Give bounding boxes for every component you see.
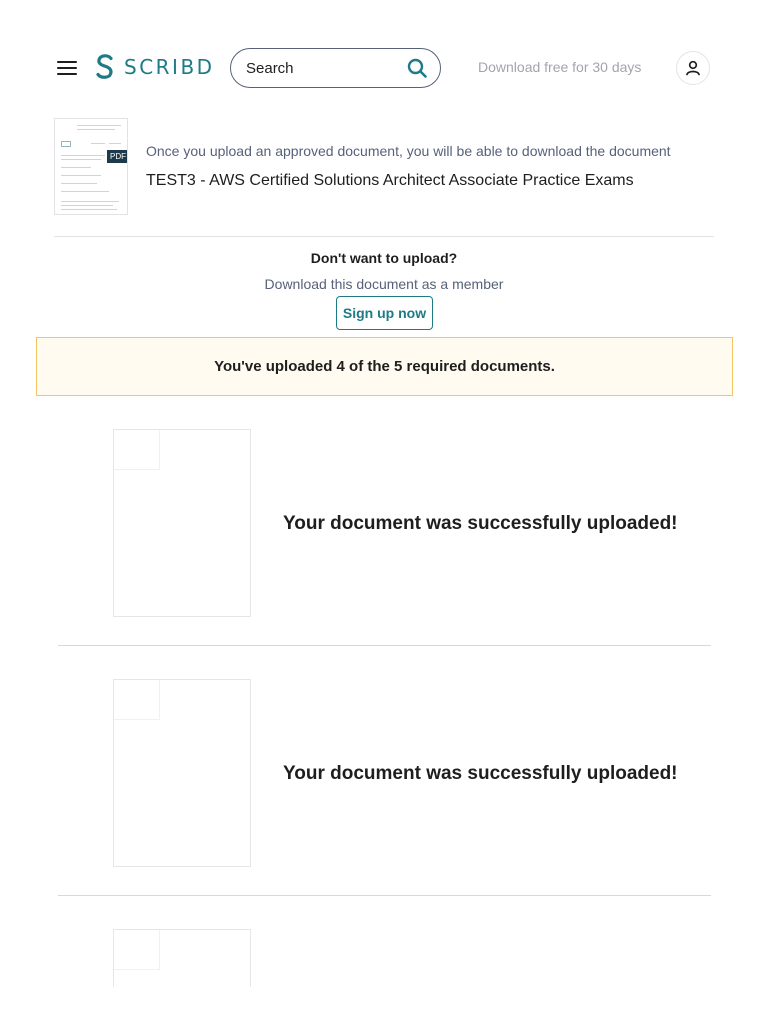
uploaded-document-item [58,679,711,929]
pdf-badge: PDF [107,150,128,163]
divider [58,645,711,646]
document-title: TEST3 - AWS Certified Solutions Architect Associate Practice Exams [146,172,634,189]
logo-text: SCRIBD [124,55,215,79]
download-free-trial-link[interactable]: Download free for 30 days [478,59,642,75]
uploaded-document-thumbnail [113,929,251,987]
uploaded-document-thumbnail [113,429,251,617]
search-bar[interactable] [230,48,441,88]
divider [58,895,711,896]
user-account-icon [684,59,702,77]
uploaded-document-item [58,929,711,987]
scribd-logo-icon [94,53,116,81]
upload-instruction-text: Once you upload an approved document, you will be able to download the document [146,143,671,159]
uploaded-document-thumbnail [113,679,251,867]
upload-progress-banner [36,337,733,396]
divider [54,236,714,237]
dont-want-upload-heading: Don't want to upload? [310,250,458,266]
upload-success-message: Your document was successfully uploaded! [283,513,678,534]
upload-success-message: Your document was successfully uploaded! [283,763,678,784]
document-thumbnail[interactable] [54,118,128,215]
user-account-button[interactable] [676,51,710,85]
sign-up-button[interactable]: Sign up now [336,296,433,330]
upload-progress-text: You've uploaded 4 of the 5 required documents. [214,358,555,375]
uploaded-document-item [58,429,711,679]
hamburger-menu-icon[interactable] [57,61,77,75]
search-input[interactable] [246,60,406,77]
scribd-logo[interactable] [94,53,215,81]
search-icon[interactable] [406,57,428,79]
download-as-member-text: Download this document as a member [264,276,504,292]
